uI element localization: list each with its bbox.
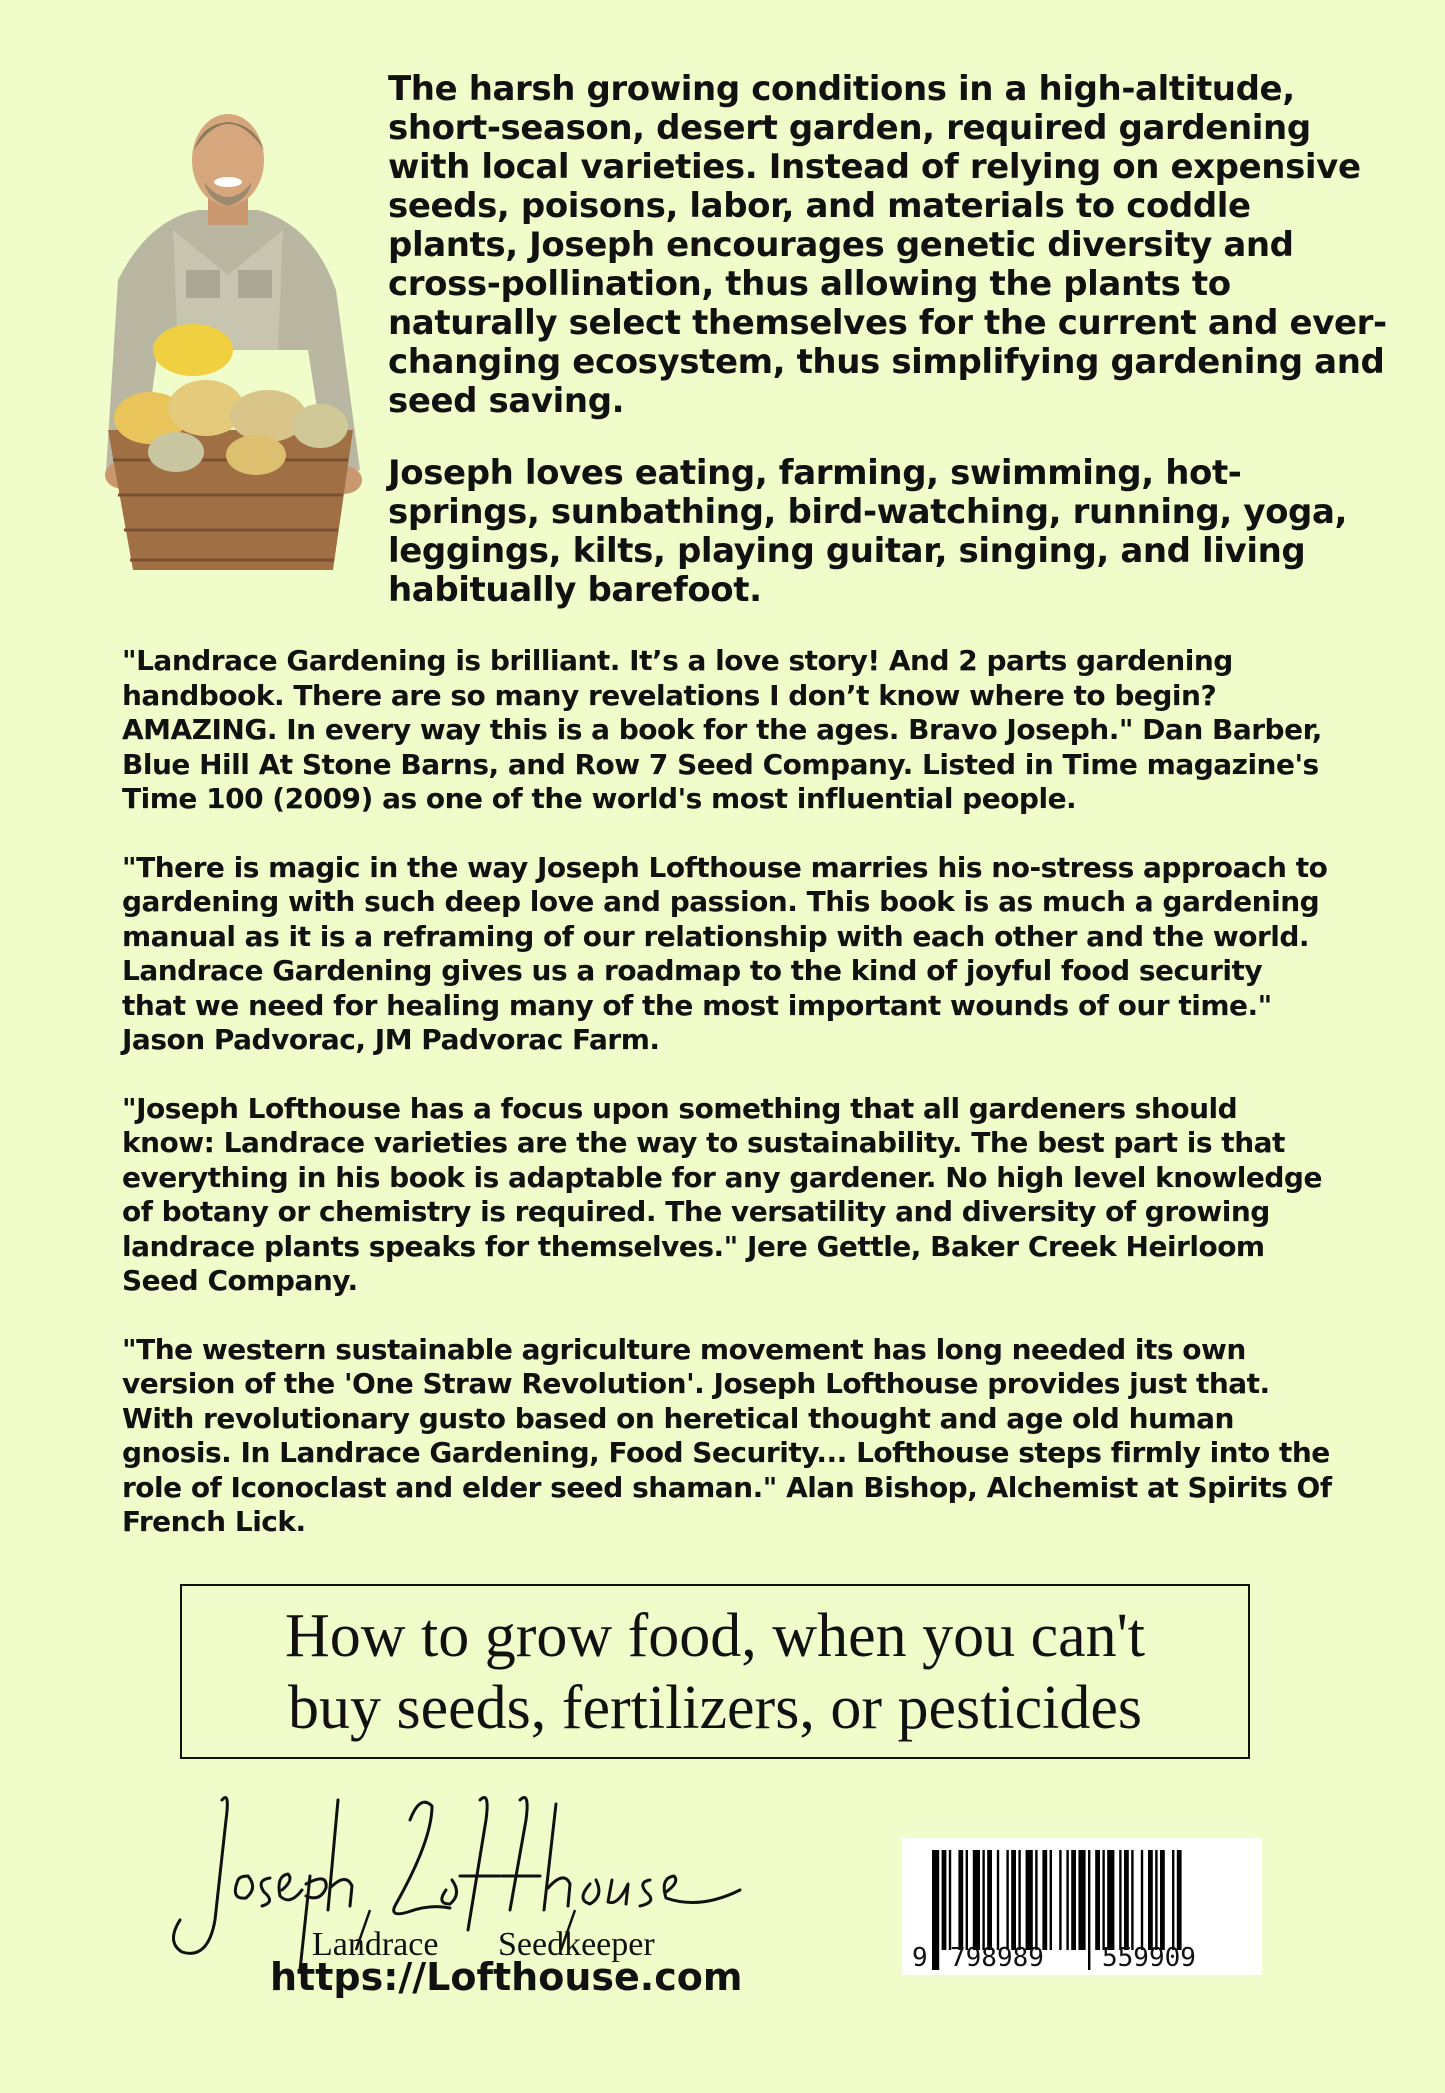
barcode-bar [997, 1850, 999, 1950]
barcode-bar [1172, 1850, 1174, 1950]
bio-paragraph-1: The harsh growing conditions in a high-altitude, short-season, desert garden, required gardening with local varieties. Instead of relying on expensive seeds, poisons, labor, and materials to coddle plants, Joseph encourages genetic diversity and cross-pollination, thus allowing the plants to naturally select themselves for the current and ever-changing ecosystem, thus simplifying gardening and seed saving. [388, 69, 1387, 421]
author-signature [160, 1780, 800, 1980]
barcode-bar [1026, 1850, 1033, 1950]
barcode-bar [1011, 1850, 1016, 1950]
tagline-box [180, 1584, 1250, 1759]
barcode-bar [1071, 1850, 1076, 1950]
barcode-bar [1050, 1850, 1052, 1950]
barcode-bar [958, 1850, 963, 1950]
barcode-bar [1095, 1850, 1100, 1950]
barcode-left-digits: 798989 [950, 1943, 1044, 1973]
signature-label-landrace: Landrace [312, 1926, 439, 1963]
signature-label-seedkeeper: Seedkeeper [498, 1926, 655, 1963]
barcode-bar [1102, 1850, 1104, 1950]
author-photo [78, 100, 378, 575]
barcode-bar [1059, 1850, 1061, 1950]
endorsements [122, 644, 1332, 1574]
bio-paragraph-2: Joseph loves eating, farming, swimming, hot-springs, sunbathing, bird-watching, running, yoga, leggings, kilts, playing guitar, singing, and living habitually barefoot. [388, 453, 1348, 610]
website-link[interactable]: https://Lofthouse.com [270, 1955, 743, 1999]
barcode-bar [1131, 1850, 1133, 1950]
author-bio [388, 70, 1388, 643]
barcode-bar [966, 1850, 968, 1950]
endorsement-quote: "Joseph Lofthouse has a focus upon something that all gardeners should know: Landrace varieties are the way to sustainability. The best part is that everything in his book is adaptable for any gardener. No high level knowledge of botany or chemistry is required. The versatility and diversity of growing landrace plants speaks for themselves." Jere Gettle, Baker Creek Heirloom Seed Company. [122, 1091, 1322, 1297]
barcode-bar [1148, 1850, 1153, 1950]
endorsement-quote: "There is magic in the way Joseph Lofthouse marries his no-stress approach to gardening with such deep love and passion. This book is as much a gardening manual as it is a reframing of our relationship with each other and the world. Landrace Gardening gives us a roadmap to the kind of joyful food security that we need for healing many of the most important wounds of our time." Jason Padvorac, JM Padvorac Farm. [122, 850, 1328, 1056]
barcode-right-digits: 559909 [1102, 1943, 1196, 1973]
barcode-bar [1141, 1850, 1143, 1950]
endorsement-quote: "The western sustainable agriculture movement has long needed its own version of the 'One Straw Revolution'. Joseph Lofthouse provides just that. With revolutionary gusto based on heretical thought and age old human gnosis. In Landrace Gardening, Food Security... Lofthouse steps firmly into the role of Iconoclast and elder seed shaman." Alan Bishop, Alchemist at Spirits Of French Lick. [122, 1332, 1332, 1538]
barcode-bar [1018, 1850, 1020, 1950]
barcode-bar [1042, 1850, 1047, 1950]
barcode-lead-digit: 9 [912, 1943, 928, 1973]
barcode-bar [1066, 1850, 1068, 1950]
barcode-bar [987, 1850, 992, 1950]
barcode-digits [902, 1938, 1262, 1978]
barcode-bar [1119, 1850, 1121, 1950]
barcode-bar [982, 1850, 984, 1950]
barcode-bar [1124, 1850, 1129, 1950]
barcode-bar [1160, 1850, 1165, 1950]
tagline: How to grow food, when you can't buy seeds, fertilizers, or pesticides [284, 1601, 1146, 1742]
barcode-bar [973, 1850, 980, 1950]
barcode-bar [1155, 1850, 1157, 1950]
barcode-bar [942, 1850, 947, 1950]
barcode-bar [949, 1850, 951, 1950]
barcode-bar [1078, 1850, 1085, 1950]
barcode-bar [1006, 1850, 1008, 1950]
barcode-bar [1035, 1850, 1037, 1950]
endorsement-quote: "Landrace Gardening is brilliant. It’s a love story! And 2 parts gardening handbook. There are so many revelations I don’t know where to begin? AMAZING. In every way this is a book for the ages. Bravo Joseph." Dan Barber, Blue Hill At Stone Barns, and Row 7 Seed Company. Listed in Time magazine's Time 100 (2009) as one of the world's most influential people. [122, 644, 1322, 815]
barcode-bar [1107, 1850, 1114, 1950]
barcode-bar [1177, 1850, 1182, 1950]
